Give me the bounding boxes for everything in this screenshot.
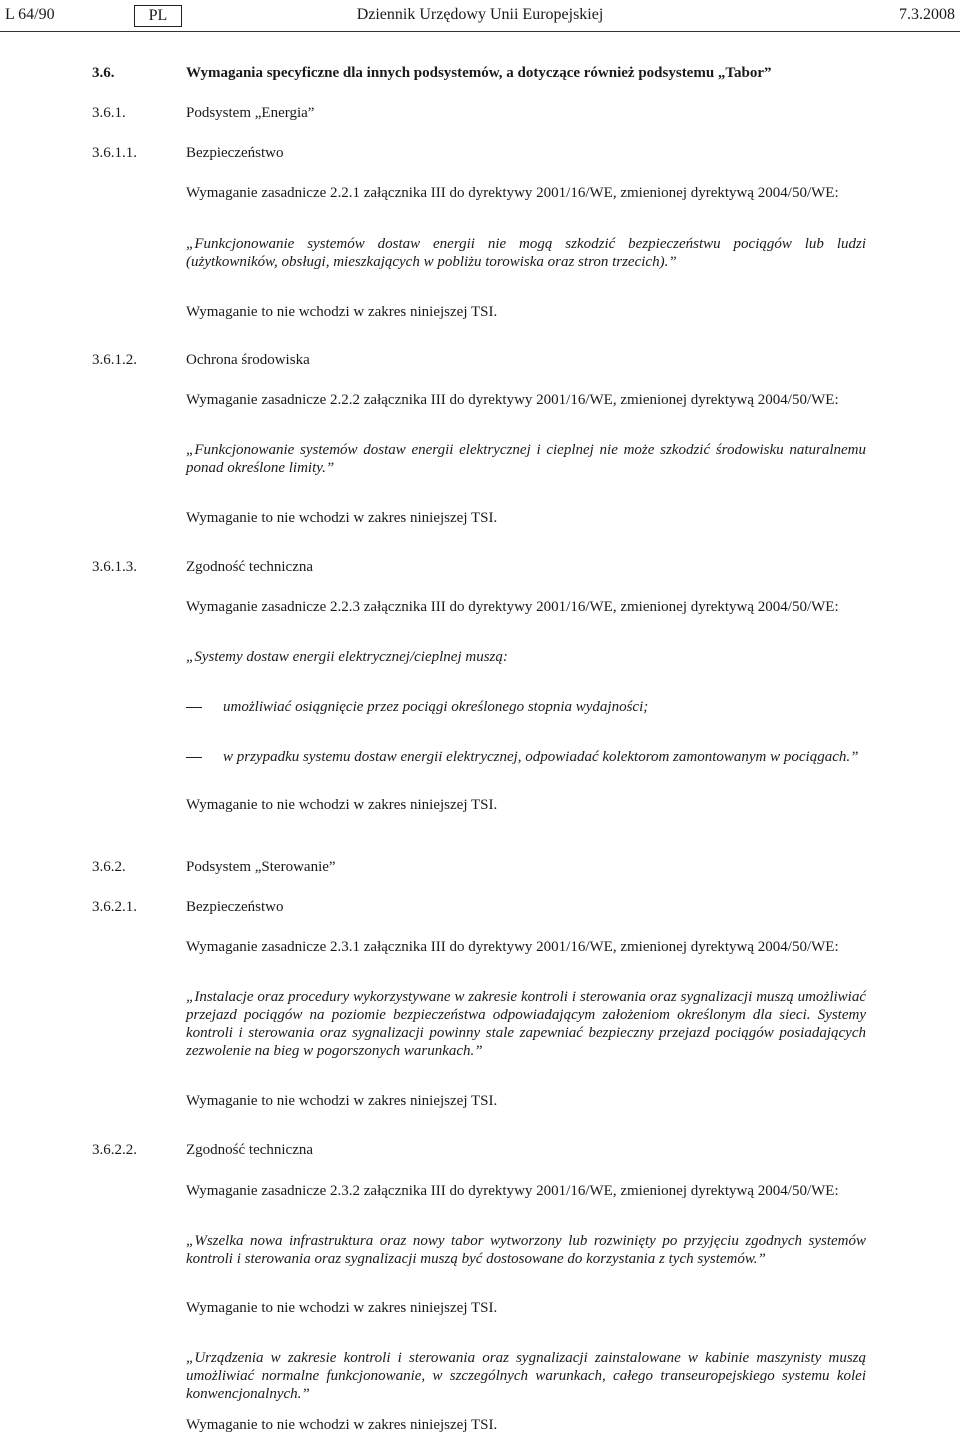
section-title: Wymagania specyficzne dla innych podsystemów, a dotyczące również podsystemu „Tabor” <box>186 65 772 81</box>
section-title: Ochrona środowiska <box>186 352 310 368</box>
list-item-text: w przypadku systemu dostaw energii elektrycznej, odpowiadać kolektorom zamontowanym w pociągach.” <box>223 749 859 765</box>
section-title: Zgodność techniczna <box>186 559 314 575</box>
header-rule <box>0 31 960 32</box>
section-number: 3.6.1.1. <box>92 145 137 161</box>
requirement-text: Wymaganie zasadnicze 2.3.1 załącznika III do dyrektywy 2001/16/WE, zmienionej dyrektywą 2004/50/WE: <box>186 939 839 955</box>
section-number: 3.6.2. <box>92 859 126 875</box>
quote-text: „Wszelka nowa infrastruktura oraz nowy tabor wytworzony lub rozwinięty po przyjęciu zgodnych systemów kontroli i sterowania oraz sygnalizacji muszą być dostosowane do korzystania z tych systemów.” <box>186 1233 866 1267</box>
section-number: 3.6.1.3. <box>92 559 137 575</box>
section-title: Podsystem „Sterowanie” <box>186 859 336 875</box>
requirement-text: Wymaganie zasadnicze 2.2.3 załącznika III do dyrektywy 2001/16/WE, zmienionej dyrektywą 2004/50/WE: <box>186 599 839 615</box>
scope-note: Wymaganie to nie wchodzi w zakres niniejszej TSI. <box>186 797 498 813</box>
dash-marker <box>186 757 202 758</box>
page-header <box>0 6 960 28</box>
scope-note: Wymaganie to nie wchodzi w zakres niniejszej TSI. <box>186 1417 498 1433</box>
section-title: Podsystem „Energia” <box>186 105 315 121</box>
section-number: 3.6.2.1. <box>92 899 137 915</box>
scope-note: Wymaganie to nie wchodzi w zakres niniejszej TSI. <box>186 1093 498 1109</box>
scope-note: Wymaganie to nie wchodzi w zakres niniejszej TSI. <box>186 304 498 320</box>
quote-text: „Funkcjonowanie systemów dostaw energii nie mogą szkodzić bezpieczeństwu pociągów lub ludzi (użytkowników, obsługi, mieszkających w pobliżu torowiska oraz stron trzecich).” <box>186 236 866 270</box>
journal-title: Dziennik Urzędowy Unii Europejskiej <box>356 6 604 23</box>
page-reference: L 64/90 <box>5 6 55 23</box>
scope-note: Wymaganie to nie wchodzi w zakres niniejszej TSI. <box>186 510 498 526</box>
section-title: Zgodność techniczna <box>186 1142 314 1158</box>
section-title: Bezpieczeństwo <box>186 145 284 161</box>
dash-marker <box>186 707 202 708</box>
quote-text: „Urządzenia w zakresie kontroli i sterowania oraz sygnalizacji zainstalowane w kabinie maszynisty muszą umożliwiać normalne funkcjonowanie, w szczególnych warunkach, całego transeuropejskiego systemu kolei konwencjonalnych.” <box>186 1350 866 1402</box>
requirement-text: Wymaganie zasadnicze 2.2.1 załącznika III do dyrektywy 2001/16/WE, zmienionej dyrektywą 2004/50/WE: <box>186 185 839 201</box>
section-number: 3.6. <box>92 65 115 81</box>
publication-date: 7.3.2008 <box>899 6 955 23</box>
scope-note: Wymaganie to nie wchodzi w zakres niniejszej TSI. <box>186 1300 498 1316</box>
list-item-text: umożliwiać osiągnięcie przez pociągi określonego stopnia wydajności; <box>223 699 649 715</box>
section-title: Bezpieczeństwo <box>186 899 284 915</box>
section-number: 3.6.1.2. <box>92 352 137 368</box>
language-badge: PL <box>134 5 182 27</box>
section-number: 3.6.2.2. <box>92 1142 137 1158</box>
requirement-text: Wymaganie zasadnicze 2.3.2 załącznika III do dyrektywy 2001/16/WE, zmienionej dyrektywą 2004/50/WE: <box>186 1183 839 1199</box>
quote-text: „Systemy dostaw energii elektrycznej/cieplnej muszą: <box>186 649 508 665</box>
requirement-text: Wymaganie zasadnicze 2.2.2 załącznika III do dyrektywy 2001/16/WE, zmienionej dyrektywą 2004/50/WE: <box>186 392 839 408</box>
quote-text: „Instalacje oraz procedury wykorzystywane w zakresie kontroli i sterowania oraz sygnalizacji muszą umożliwiać przejazd pociągów na poziomie bezpieczeństwa odpowiadającym założeniom określonym dla sieci. Systemy kontroli i sterowania oraz sygnalizacji powinny stale zapewniać bezpieczny przejazd pociągów posiadających zezwolenie na bieg w pogorszonych warunkach.” <box>186 989 866 1059</box>
quote-text: „Funkcjonowanie systemów dostaw energii elektrycznej i cieplnej nie może szkodzić środowisku naturalnemu ponad określone limity.” <box>186 442 866 476</box>
section-number: 3.6.1. <box>92 105 126 121</box>
